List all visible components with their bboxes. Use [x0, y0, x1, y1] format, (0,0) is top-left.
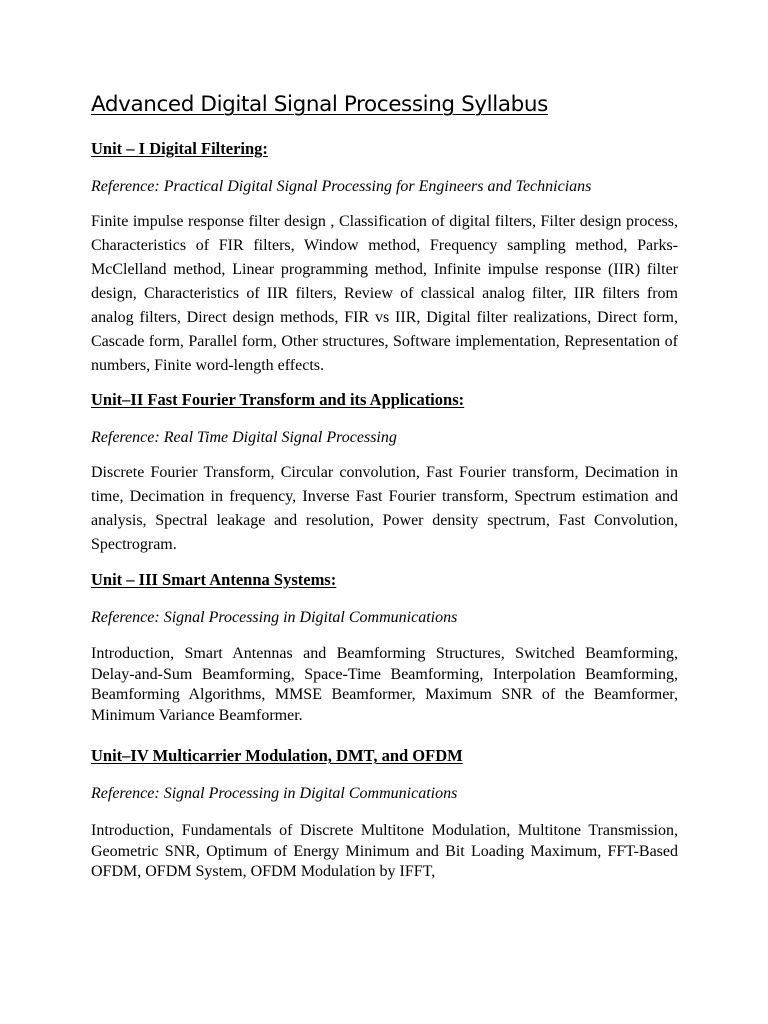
unit-3-topics: Introduction, Smart Antennas and Beamforming Structures, Switched Beamforming, Delay-and-Sum Beamforming, Space-Time Beamforming, Interpolation Beamforming, Beamforming Algorithms, MMSE Beamformer, Maximum SNR of the Beamformer, Minimum Variance Beamformer. [91, 645, 678, 724]
unit-2-topics: Discrete Fourier Transform, Circular convolution, Fast Fourier transform, Decimation in time, Decimation in frequency, Inverse Fast Fourier transform, Spectrum estimation and analysis, Spectral leakage and resolution, Power density spectrum, Fast Convolution, Spectrogram. [91, 464, 678, 553]
unit-2-reference: Reference: Real Time Digital Signal Processing [91, 429, 397, 446]
unit-4-reference: Reference: Signal Processing in Digital Communications [91, 785, 458, 802]
unit-1-reference: Reference: Practical Digital Signal Processing for Engineers and Technicians [91, 178, 592, 195]
unit-1-section [91, 139, 678, 378]
unit-2-section [91, 390, 678, 557]
unit-1-heading: Unit – I Digital Filtering: [91, 139, 268, 158]
document-title: Advanced Digital Signal Processing Syllabus [91, 92, 548, 117]
unit-3-reference: Reference: Signal Processing in Digital Communications [91, 609, 458, 626]
document-page [91, 92, 678, 883]
unit-4-topics: Introduction, Fundamentals of Discrete Multitone Modulation, Multitone Transmission, Geometric SNR, Optimum of Energy Minimum and Bit Loading Maximum, FFT-Based OFDM, OFDM System, OFDM Modulation by IFFT, [91, 822, 678, 880]
unit-3-heading: Unit – III Smart Antenna Systems: [91, 570, 337, 589]
unit-4-heading: Unit–IV Multicarrier Modulation, DMT, and OFDM [91, 746, 463, 765]
unit-3-section [91, 570, 678, 726]
unit-1-topics: Finite impulse response filter design , Classification of digital filters, Filter design process, Characteristics of FIR filters, Window method, Frequency sampling method, Parks-McClelland method, Linear programming method, Infinite impulse response (IIR) filter design, Characteristics of IIR filters, Review of classical analog filter, IIR filters from analog filters, Direct design methods, FIR vs IIR, Digital filter realizations, Direct form, Cascade form, Parallel form, Other structures, Software implementation, Representation of numbers, Finite word-length effects. [91, 213, 678, 374]
unit-2-heading: Unit–II Fast Fourier Transform and its Applications: [91, 390, 465, 409]
unit-4-section [91, 746, 678, 883]
